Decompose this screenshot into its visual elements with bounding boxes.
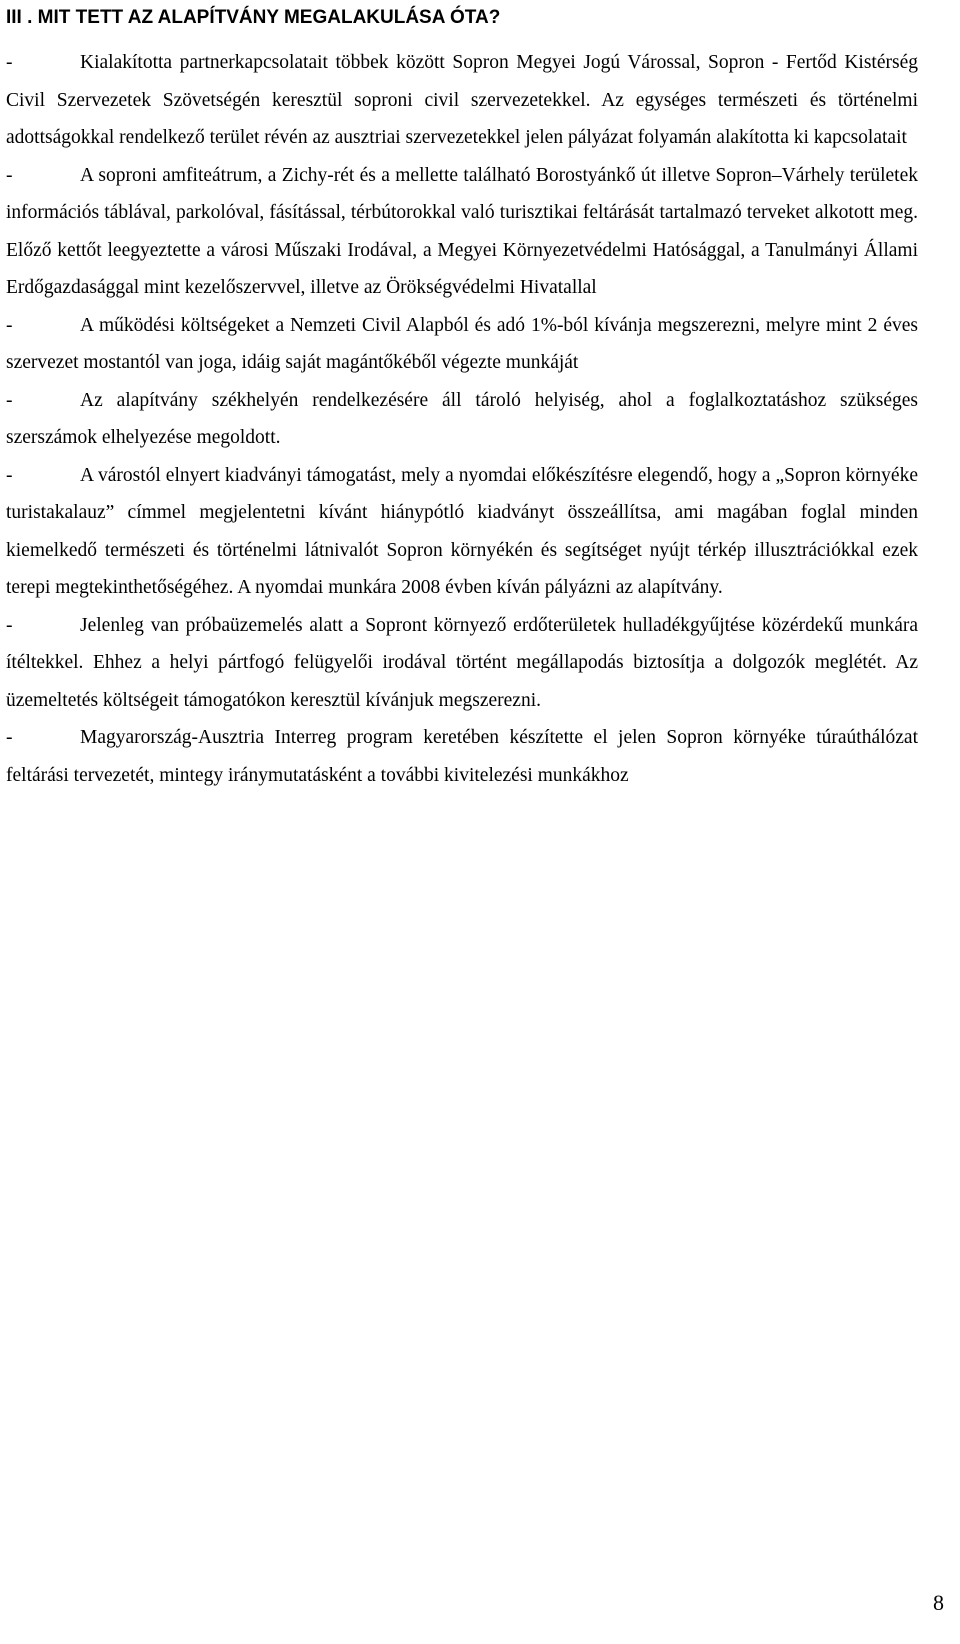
list-item-text: A működési költségeket a Nemzeti Civil Alapból és adó 1%-ból kívánja megszerezni, melyre mint 2 éves szervezet mostantól van joga, idáig saját magántőkéből végezte munkáját	[6, 314, 918, 373]
list-item	[6, 607, 918, 720]
document-page	[6, 4, 918, 794]
list-item-text: Jelenleg van próbaüzemelés alatt a Sopront környező erdőterületek hulladékgyűjtése közérdekű munkára ítéltekkel. Ehhez a helyi pártfogó felügyelői irodával történt megállapodás biztosítja a dolgozók meglétét. Az üzemeltetés költségeit támogatókon keresztül kívánjuk megszerezni.	[6, 614, 918, 711]
list-item-text: Az alapítvány székhelyén rendelkezésére áll tároló helyiség, ahol a foglalkoztatáshoz szükséges szerszámok elhelyezése megoldott.	[6, 389, 918, 448]
list-item	[6, 307, 918, 382]
bullet-dash: -	[6, 52, 13, 73]
list-item	[6, 157, 918, 307]
list-item-text: Kialakította partnerkapcsolatait többek között Sopron Megyei Jogú Várossal, Sopron - Fertőd Kistérség Civil Szervezetek Szövetségén keresztül soproni civil szervezetekkel. Az egységes természeti és történelmi adottságokkal rendelkező terület révén az ausztriai szervezetekkel jelen pályázat folyamán alakította ki kapcsolatait	[6, 52, 918, 148]
bullet-dash: -	[6, 727, 13, 748]
bullet-dash: -	[6, 614, 13, 636]
list-item-text: A várostól elnyert kiadványi támogatást, mely a nyomdai előkészítésre elegendő, hogy a „Sopron környéke turistakalauz” címmel megjelentetni kívánt hiánypótló kiadványt összeállítsa, ami magában foglal minden kiemelkedő természeti és történelmi látnivalót Sopron környékén és segítséget nyújt térkép illusztrációkkal ezek terepi megtekinthetőségéhez. A nyomdai munkára 2008 évben kíván pályázni az alapítvány.	[6, 464, 918, 598]
bullet-dash: -	[6, 389, 13, 411]
list-item	[6, 44, 918, 157]
page-number: 8	[933, 1590, 944, 1615]
bullet-dash: -	[6, 164, 13, 186]
list-item	[6, 719, 918, 794]
section-heading: III . MIT TETT AZ ALAPÍTVÁNY MEGALAKULÁSA ÓTA?	[6, 7, 501, 28]
list-item-text: Magyarország-Ausztria Interreg program keretében készítette el jelen Sopron környéke túraúthálózat feltárási tervezetét, mintegy iránymutatásként a további kivitelezési munkákhoz	[6, 727, 918, 786]
list-item	[6, 382, 918, 457]
list-item-text: A soproni amfiteátrum, a Zichy-rét és a mellette található Borostyánkő út illetve Sopron–Várhely területek információs táblával, parkolóval, fásítással, térbútorokkal való turisztikai feltárását tartalmazó terveket alkotott meg. Előző kettőt leegyeztette a városi Műszaki Irodával, a Megyei Környezetvédelmi Hatósággal, a Tanulmányi Állami Erdőgazdasággal mint kezelőszervvel, illetve az Örökségvédelmi Hivatallal	[6, 164, 918, 298]
bullet-dash: -	[6, 314, 13, 336]
bullet-dash: -	[6, 464, 13, 486]
list-item	[6, 457, 918, 607]
